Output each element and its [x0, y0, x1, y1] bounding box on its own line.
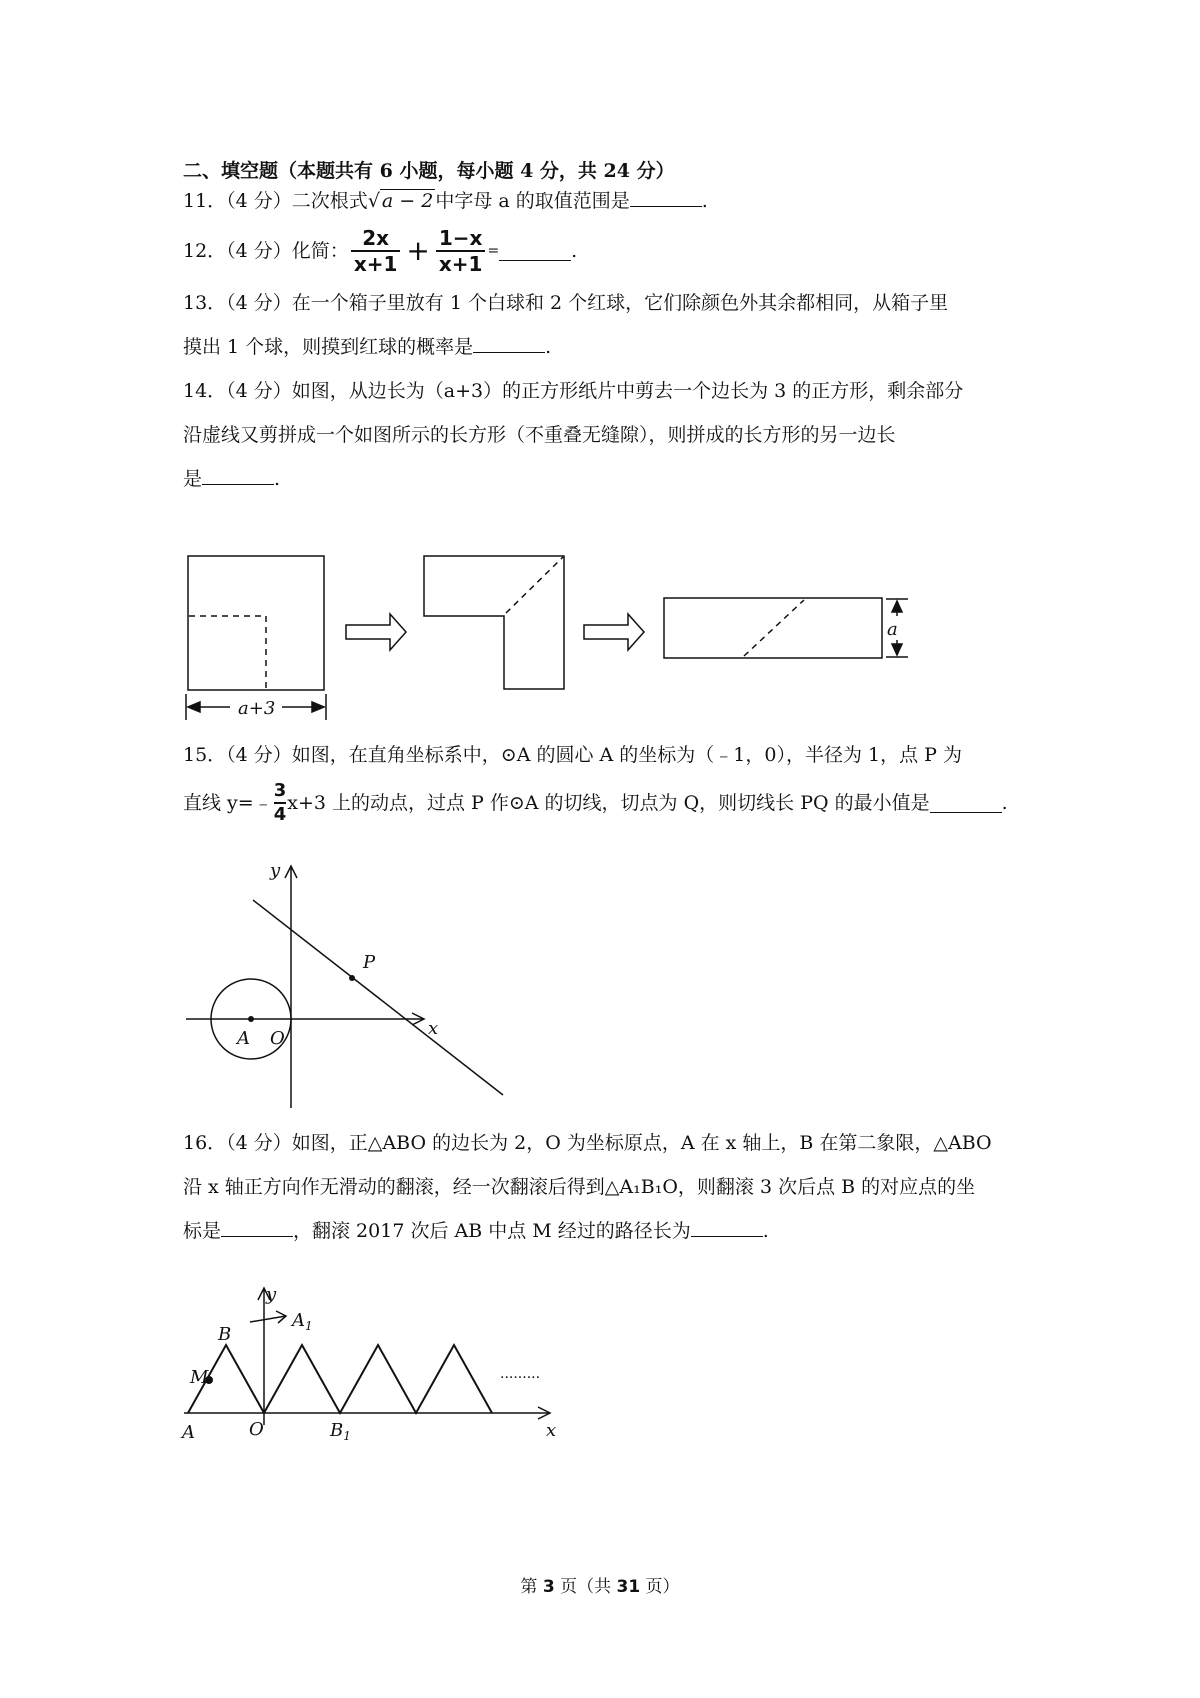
fraction-1-denominator: x+1: [351, 250, 401, 276]
answer-blank-16a[interactable]: [221, 1218, 293, 1237]
arrow-1-icon: [346, 614, 406, 650]
q13-line2-text: 摸出 1 个球，则摸到红球的概率是: [183, 336, 474, 358]
side-arrow-bottom: [892, 644, 902, 655]
point-p: [349, 975, 355, 981]
slope-denominator: 4: [273, 804, 287, 825]
footer-total-pages: 31: [616, 1577, 641, 1597]
q14-end: .: [274, 468, 281, 490]
fraction-2-numerator: 1−x: [438, 226, 483, 250]
dim-arrow-right: [312, 702, 324, 712]
cut-dashed-line: [189, 616, 266, 689]
footer-mid: 页（共: [554, 1577, 617, 1597]
l-shape: [424, 556, 564, 689]
fig15-p-label: P: [363, 952, 376, 973]
question-15-line-2: [183, 780, 1008, 826]
slope-numerator: 3: [273, 780, 287, 801]
fig16-dots: .........: [500, 1366, 541, 1382]
question-16-line-1: 16．（4 分）如图，正△ABO 的边长为 2，O 为坐标原点，A 在 x 轴上，B 在第二象限，△ABO: [183, 1132, 992, 1154]
fig15-a-label: A: [237, 1028, 250, 1049]
fig16-b-label: B: [218, 1324, 232, 1345]
triangles-path: [188, 1345, 492, 1413]
q15-line2-a: 直线 y=﹣: [183, 792, 273, 814]
fraction-2-denominator: x+1: [436, 250, 486, 276]
question-16-line-2: 沿 x 轴正方向作无滑动的翻滚，经一次翻滚后得到△A₁B₁O，则翻滚 3 次后点 B 的对应点的坐: [183, 1176, 976, 1198]
q14-figure: [186, 556, 908, 720]
fig16-a1-label: $A_1$: [292, 1310, 313, 1333]
q16-figure: [184, 1288, 550, 1425]
fig15-y-label: y: [270, 860, 281, 881]
page-footer: [0, 1572, 1200, 1597]
answer-blank-16b[interactable]: [691, 1218, 763, 1237]
fig16-b1-label: $B_1$: [330, 1420, 351, 1443]
q16-line3-a: 标是: [183, 1220, 222, 1242]
arrow-2-icon: [584, 614, 644, 650]
question-16-line-3: [183, 1218, 769, 1244]
dim-arrow-left: [188, 702, 200, 712]
plus-sign: +: [406, 234, 430, 267]
q15-end: .: [1001, 792, 1008, 814]
slope-fraction: [274, 780, 287, 826]
equals-sign: =: [487, 243, 500, 259]
rectangle: [664, 598, 882, 658]
fig14-label-side: a: [887, 619, 898, 640]
q11-end: .: [701, 190, 708, 212]
fig16-y-label: y: [266, 1284, 277, 1305]
side-arrow-top: [892, 601, 902, 612]
fig16-x-label: x: [546, 1420, 557, 1441]
sqrt-radicand: a − 2: [381, 190, 434, 212]
fraction-1-numerator: 2x: [362, 226, 390, 250]
big-square: [188, 556, 324, 690]
q11-prefix: 11．（4 分）二次根式: [183, 190, 368, 212]
q11-suffix: 中字母 a 的取值范围是: [435, 190, 630, 212]
q13-end: .: [545, 336, 552, 358]
point-a: [248, 1016, 254, 1022]
fig16-a-label: A: [182, 1422, 195, 1443]
q16-end: .: [762, 1220, 769, 1242]
question-14-line-2: 沿虚线又剪拼成一个如图所示的长方形（不重叠无缝隙），则拼成的长方形的另一边长: [183, 424, 896, 446]
fig15-o-label: O: [270, 1028, 285, 1049]
fig16-o-label: O: [249, 1419, 264, 1440]
sqrt-expression: √ a − 2: [367, 190, 434, 212]
q12-end: .: [571, 240, 578, 262]
q14-line3-text: 是: [183, 468, 203, 490]
answer-blank-15[interactable]: [930, 794, 1002, 813]
footer-post: 页）: [640, 1577, 680, 1597]
fig16-m-label: M: [190, 1367, 209, 1388]
footer-page-number: 3: [542, 1577, 555, 1597]
q16-line3-b: ，翻滚 2017 次后 AB 中点 M 经过的路径长为: [293, 1220, 691, 1242]
q12-prefix: 12．（4 分）化简：: [183, 240, 349, 262]
fig15-x-label: x: [428, 1018, 439, 1039]
rectangle-dashed-line: [744, 600, 804, 656]
question-13-line-1: 13．（4 分）在一个箱子里放有 1 个白球和 2 个红球，它们除颜色外其余都相同，从箱子里: [183, 292, 949, 314]
question-15-line-1: 15．（4 分）如图，在直角坐标系中，⊙A 的圆心 A 的坐标为（﹣1，0），半径为 1，点 P 为: [183, 744, 962, 766]
q15-line2-b: x+3 上的动点，过点 P 作⊙A 的切线，切点为 Q，则切线长 PQ 的最小值是: [287, 792, 930, 814]
question-14-line-1: 14．（4 分）如图，从边长为（a+3）的正方形纸片中剪去一个边长为 3 的正方形，剩余部分: [183, 380, 964, 402]
footer-pre: 第: [520, 1577, 543, 1597]
section-heading: 二、填空题（本题共有 6 小题，每小题 4 分，共 24 分）: [183, 160, 675, 182]
q15-figure: [186, 866, 503, 1108]
fig14-label-bottom: a+3: [238, 698, 276, 719]
l-shape-dashed-line: [506, 557, 563, 613]
